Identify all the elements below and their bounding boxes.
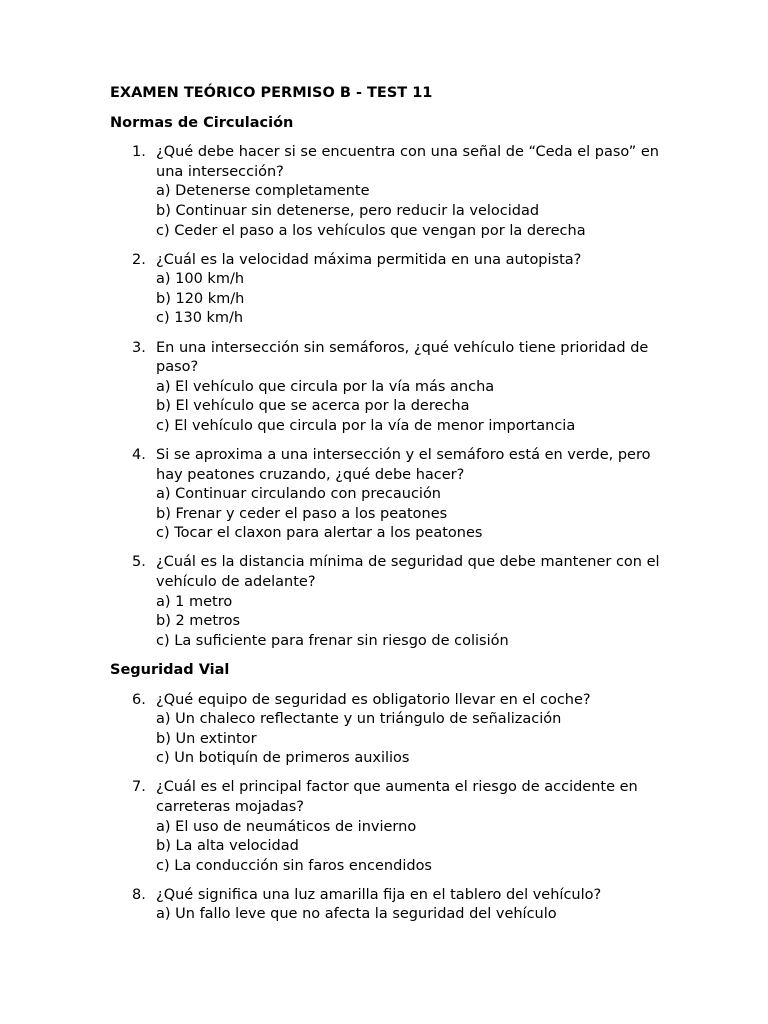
question-text: Si se aproxima a una intersección y el semáforo está en verde, pero hay peatones cruzando, ¿qué debe hacer? [156,447,651,483]
answer-option: b) Continuar sin detenerse, pero reducir la velocidad [156,202,540,219]
question-item [110,553,690,651]
answer-option: b) 120 km/h [156,290,245,307]
answer-option: c) La conducción sin faros encendidos [156,857,432,874]
answer-option: c) El vehículo que circula por la vía de menor importancia [156,417,576,434]
question-number: 7. [132,779,146,796]
document-page [110,84,690,935]
answer-option: c) Un botiquín de primeros auxilios [156,750,410,767]
question-item [110,339,690,437]
question-number: 8. [132,886,146,903]
question-number: 4. [132,447,146,463]
question-item [110,143,690,241]
question-text: ¿Cuál es la distancia mínima de seguridad que debe mantener con el vehículo de adelante? [156,554,660,591]
section-heading-normas: Normas de Circulación [110,114,294,131]
answer-option: c) Ceder el paso a los vehículos que vengan por la derecha [156,222,586,239]
question-item [110,691,690,769]
answer-option: b) La alta velocidad [156,838,299,855]
answer-option: a) Un chaleco reflectante y un triángulo de señalización [156,711,562,728]
question-text: ¿Qué equipo de seguridad es obligatorio llevar en el coche? [156,691,591,708]
answer-option: a) Un fallo leve que no afecta la seguridad del vehículo [156,906,557,923]
document-title: EXAMEN TEÓRICO PERMISO B - TEST 11 [110,85,433,101]
answer-option: b) Frenar y ceder el paso a los peatones [156,505,448,522]
question-item [110,886,690,925]
answer-option: c) 130 km/h [156,310,244,327]
answer-option: a) El uso de neumáticos de invierno [156,818,417,835]
answer-option: b) 2 metros [156,613,241,630]
question-text: ¿Cuál es la velocidad máxima permitida en una autopista? [156,251,582,268]
question-text: ¿Qué significa una luz amarilla fija en el tablero del vehículo? [156,886,602,903]
answer-option: a) Continuar circulando con precaución [156,486,442,503]
question-number: 6. [132,691,146,708]
question-item [110,251,690,329]
question-number: 1. [132,144,146,161]
answer-option: a) 100 km/h [156,271,245,288]
answer-option: b) Un extintor [156,730,257,747]
question-number: 5. [132,554,146,571]
question-number: 3. [132,339,146,356]
answer-option: b) El vehículo que se acerca por la derecha [156,398,470,415]
question-item [110,778,690,876]
answer-option: a) Detenerse completamente [156,183,370,200]
answer-option: a) 1 metro [156,593,233,610]
question-text: ¿Cuál es el principal factor que aumenta el riesgo de accidente en carreteras mojadas? [156,779,638,815]
answer-option: c) La suficiente para frenar sin riesgo de colisión [156,632,509,649]
question-number: 2. [132,251,146,268]
answer-option: a) El vehículo que circula por la vía más ancha [156,378,495,395]
question-text: En una intersección sin semáforos, ¿qué vehículo tiene prioridad de paso? [156,339,649,376]
question-text: ¿Qué debe hacer si se encuentra con una señal de “Ceda el paso” en una intersección? [156,144,659,180]
answer-option: c) Tocar el claxon para alertar a los peatones [156,525,483,542]
question-item [110,446,690,544]
section-heading-seguridad: Seguridad Vial [110,661,230,678]
